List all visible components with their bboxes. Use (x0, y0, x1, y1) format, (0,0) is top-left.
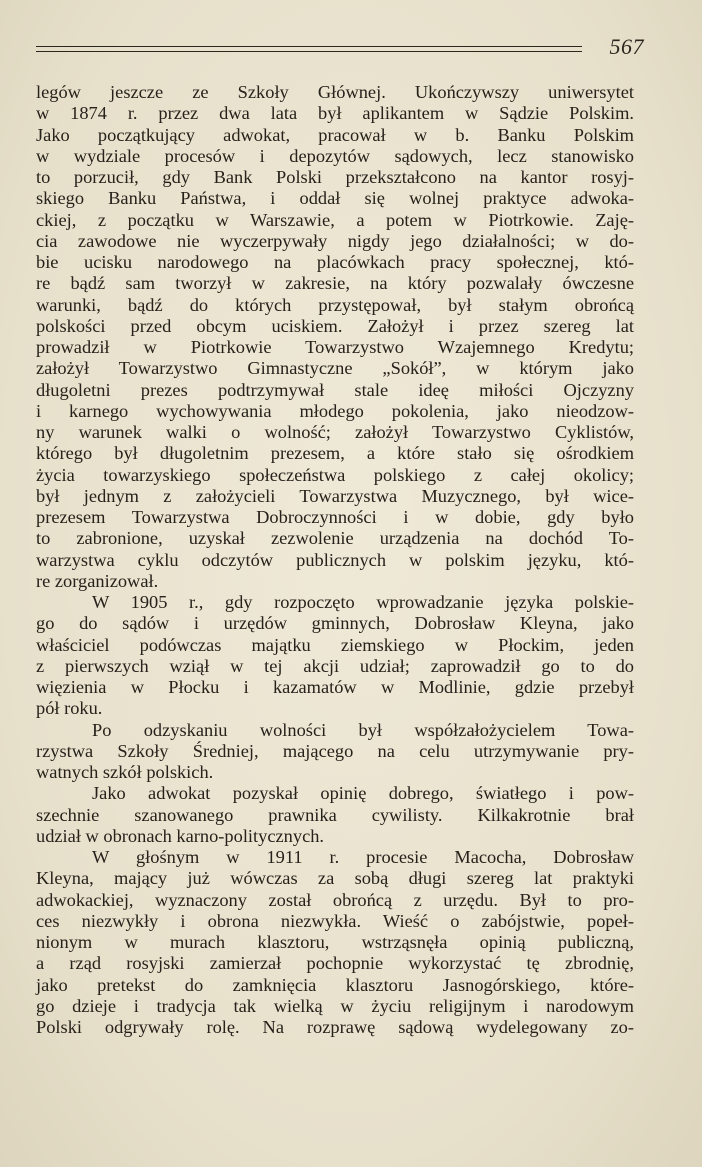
text-line: re zorganizował. (36, 570, 159, 591)
text-line: którego był długoletnim prezesem, a które stało się ośrodkiem (36, 443, 634, 464)
text-line: a rząd rosyjski zamierzał pochopnie wykorzystać tę zbrodnię, (36, 953, 634, 974)
text-line: Po odzyskaniu wolności był współzałożycielem Towa- (92, 719, 634, 740)
text-line: to porzucił, gdy Bank Polski przekształcono na kantor rosyj- (36, 167, 634, 187)
text-line: życia towarzyskiego społeczeństwa polskiego z całej okolicy; (36, 464, 634, 485)
page-number: 567 (609, 34, 644, 59)
text-line: ces niezwykły i obrona niezwykła. Wieść o zabójstwie, popeł- (36, 910, 634, 931)
text-line: był jednym z założycieli Towarzystwa Muzycznego, był wice- (36, 485, 634, 506)
text-line: warunki, bądź do których przystępował, był stałym obrońcą (36, 294, 634, 315)
text-line: właściciel podówczas majątku ziemskiego w Płockim, jeden (36, 634, 634, 655)
text-line: go do sądów i urzędów gminnych, Dobrosław Kleyna, jako (36, 613, 634, 634)
header-double-rule (36, 46, 582, 56)
text-line: W 1905 r., gdy rozpoczęto wprowadzanie języka polskie- (92, 592, 634, 612)
text-line: W głośnym w 1911 r. procesie Macocha, Dobrosław (92, 847, 634, 867)
text-line: watnych szkół polskich. (36, 762, 214, 782)
text-line: w wydziale procesów i depozytów sądowych, lecz stanowisko (36, 145, 634, 166)
text-line: bie ucisku narodowego na placówkach pracy społecznej, któ- (36, 252, 634, 272)
text-line: legów jeszcze ze Szkoły Głównej. Ukończywszy uniwersytet (36, 82, 634, 102)
text-line: polskości przed obcym uciskiem. Założył i przez szereg lat (36, 315, 634, 336)
text-line: to zabronione, uzyskał zezwolenie urządzenia na dochód To- (36, 528, 634, 549)
text-line: jako pretekst do zamknięcia klasztoru Jasnogórskiego, które- (36, 974, 634, 995)
text-line: Jako początkujący adwokat, pracował w b. Banku Polskim (36, 124, 634, 145)
page-header (36, 34, 646, 66)
header-rule-top (36, 46, 582, 47)
text-line: skiego Banku Państwa, i oddał się wolnej praktyce adwoka- (36, 188, 634, 209)
text-line: rzystwa Szkoły Średniej, mającego na celu utrzymywanie pry- (36, 740, 634, 761)
text-line: Polski odgrywały rolę. Na rozprawę sądową wydelegowany zo- (36, 1017, 634, 1037)
text-line: udział w obronach karno-politycznych. (36, 825, 325, 846)
text-line: długoletni prezes podtrzymywał stale ideę miłości Ojczyzny (36, 379, 634, 400)
text-line: ckiej, z początku w Warszawie, a potem w Piotrkowie. Zaję- (36, 209, 634, 230)
text-line: szechnie szanowanego prawnika cywilisty. Kilkakrotnie brał (36, 804, 634, 825)
header-rule-bottom (36, 51, 582, 52)
text-line: warzystwa cyklu odczytów publicznych w polskim języku, któ- (36, 549, 634, 570)
text-line: prowadził w Piotrkowie Towarzystwo Wzajemnego Kredytu; (36, 337, 634, 357)
text-line: z pierwszych wziął w tej akcji udział; zaprowadził go to do (36, 655, 634, 676)
text-line: cia zawodowe nie wyczerpywały nigdy jego działalności; w do- (36, 230, 634, 251)
text-line: re bądź sam tworzył w zakresie, na który pozwalały ówczesne (36, 273, 634, 294)
text-line: nionym w murach klasztoru, wstrząsnęła opinią publiczną, (36, 932, 634, 952)
text-line: prezesem Towarzystwa Dobroczynności i w dobie, gdy było (36, 507, 634, 527)
text-line: Jako adwokat pozyskał opinię dobrego, światłego i pow- (92, 783, 634, 804)
body-text (36, 82, 634, 1038)
text-line: ny warunek walki o wolność; założył Towarzystwo Cyklistów, (36, 422, 634, 442)
text-line: w 1874 r. przez dwa lata był aplikantem w Sądzie Polskim. (36, 103, 634, 124)
text-line: więzienia w Płocku i kazamatów w Modlinie, gdzie przebył (36, 677, 634, 697)
text-line: założył Towarzystwo Gimnastyczne „Sokół”, w którym jako (36, 358, 634, 379)
text-line: adwokackiej, wyznaczony został obrońcą z urzędu. Był to pro- (36, 889, 634, 910)
text-line: pół roku. (36, 698, 103, 719)
text-line: i karnego wychowywania młodego pokolenia, jako nieodzow- (36, 400, 634, 421)
text-line: Kleyna, mający już wówczas za sobą długi szereg lat praktyki (36, 868, 634, 889)
text-line: go dzieje i tradycja tak wielką w życiu religijnym i narodowym (36, 995, 634, 1016)
